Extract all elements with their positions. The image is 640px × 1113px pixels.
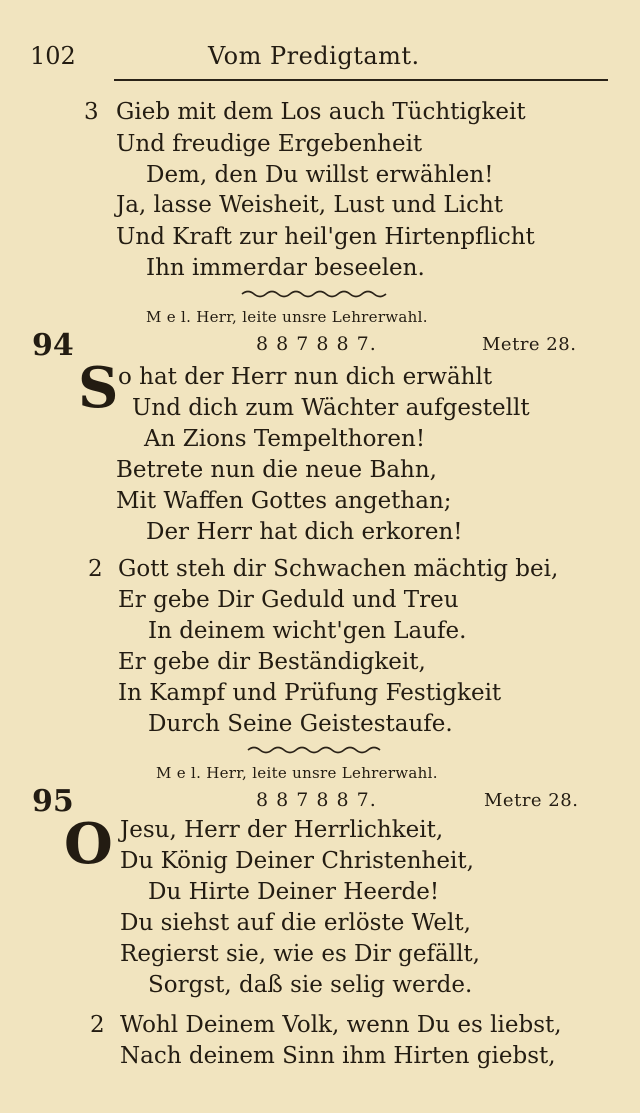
verse-line: Mit Waffen Gottes angethan; [116, 488, 452, 514]
verse-line: Du siehst auf die erlöste Welt, [120, 910, 471, 936]
verse-line: Gieb mit dem Los auch Tüchtigkeit [116, 99, 526, 125]
verse-line: Und dich zum Wächter aufgestellt [132, 395, 530, 421]
verse-line: Du Hirte Deiner Heerde! [148, 879, 440, 905]
verse-line: Dem, den Du willst erwählen! [146, 162, 494, 188]
verse-line: In deinem wicht'gen Laufe. [148, 618, 467, 644]
meter-pattern: 8 8 7 8 8 7. [256, 789, 377, 811]
verse-line: Regierst sie, wie es Dir gefällt, [120, 941, 480, 967]
verse-line: Gott steh dir Schwachen mächtig bei, [118, 556, 559, 582]
stanza-number: 3 [84, 99, 99, 125]
hymn-number: 94 [32, 328, 74, 363]
stanza-number: 2 [90, 1012, 105, 1038]
verse-line: Er gebe dir Beständigkeit, [118, 649, 426, 675]
header-rule [114, 79, 608, 81]
wavy-divider-ornament [240, 288, 390, 300]
wavy-divider-ornament [246, 744, 386, 756]
drop-cap-initial: O [64, 811, 113, 877]
verse-line: An Zions Tempelthoren! [144, 426, 426, 452]
verse-line: Betrete nun die neue Bahn, [116, 457, 437, 483]
metre-label: Metre 28. [482, 334, 577, 355]
verse-line: In Kampf und Prüfung Festigkeit [118, 680, 502, 706]
verse-line: Ja, lasse Weisheit, Lust und Licht [116, 192, 504, 218]
meter-pattern: 8 8 7 8 8 7. [256, 333, 377, 355]
verse-line: Er gebe Dir Geduld und Treu [118, 587, 459, 613]
verse-line: Sorgst, daß sie selig werde. [148, 972, 473, 998]
page-number: 102 [30, 42, 76, 70]
verse-line: Der Herr hat dich erkoren! [146, 519, 463, 545]
verse-line: Und freudige Ergebenheit [116, 131, 423, 157]
hymn-number: 95 [32, 784, 74, 819]
running-title: Vom Predigtamt. [208, 42, 420, 70]
melody-line: M e l. Herr, leite unsre Lehrerwahl. [146, 308, 428, 326]
drop-cap-initial: S [78, 355, 119, 421]
melody-line: M e l. Herr, leite unsre Lehrerwahl. [156, 764, 438, 782]
verse-line: Nach deinem Sinn ihm Hirten giebst, [120, 1043, 556, 1069]
verse-line: Durch Seine Geistestaufe. [148, 711, 453, 737]
verse-line: Jesu, Herr der Herrlichkeit, [120, 817, 444, 843]
verse-line: o hat der Herr nun dich erwählt [118, 364, 493, 390]
verse-line: Du König Deiner Christenheit, [120, 848, 474, 874]
metre-label: Metre 28. [484, 790, 579, 811]
verse-line: Wohl Deinem Volk, wenn Du es liebst, [120, 1012, 562, 1038]
verse-line: Und Kraft zur heil'gen Hirtenpflicht [116, 224, 535, 250]
stanza-number: 2 [88, 556, 103, 582]
verse-line: Ihn immerdar beseelen. [146, 255, 425, 281]
